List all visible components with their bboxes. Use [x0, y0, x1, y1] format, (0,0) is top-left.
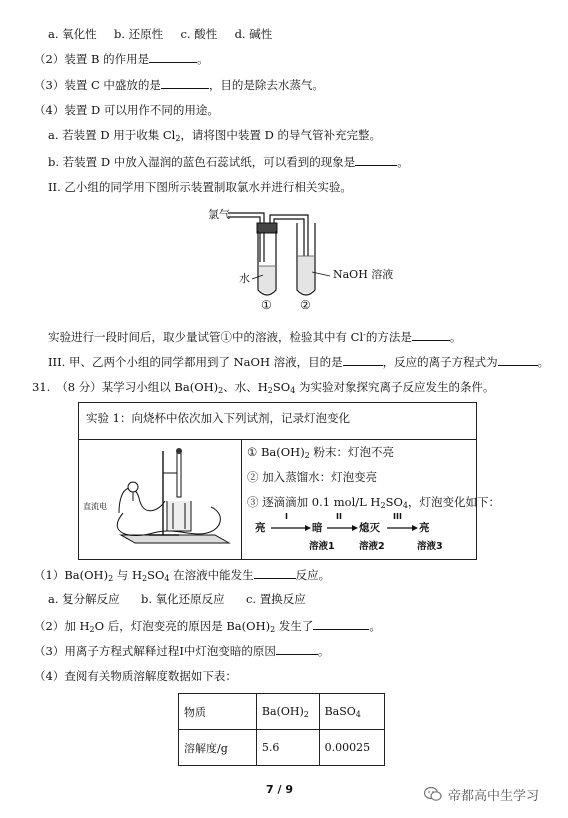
experiment-table: [78, 402, 500, 560]
option-d: d. 碱性: [234, 27, 273, 41]
answer-blank[interactable]: [313, 618, 369, 630]
arrow-right-icon: [305, 525, 311, 531]
option-c: c. 酸性: [180, 27, 218, 41]
option-b: b. 氧化还原反应: [140, 592, 225, 606]
answer-blank[interactable]: [254, 567, 296, 579]
state-bright: 亮: [255, 522, 266, 534]
state-off: 熄灭: [359, 522, 380, 534]
naoh-label: NaOH 溶液: [333, 268, 394, 281]
question-number: 31.: [32, 380, 51, 394]
question-2: （2）装置 B 的作用是 。: [34, 52, 209, 66]
inlet-tube-inner: [228, 217, 260, 262]
option-a: a. 复分解反应: [48, 592, 120, 606]
rubber-stopper: [257, 223, 277, 233]
answer-blank[interactable]: [343, 354, 383, 366]
solubility-table: [178, 693, 385, 766]
wechat-icon: [424, 786, 442, 802]
bulb-flow-diagram: [255, 512, 465, 557]
tube-2-label: ②: [300, 298, 311, 312]
question-4b: b. 若装置 D 中放入湿润的蓝色石蕊试纸，可以看到的现象是 。: [48, 155, 409, 169]
inlet-tube: [228, 213, 264, 262]
option-b: b. 还原性: [113, 27, 164, 41]
option-c: c. 置换反应: [245, 592, 306, 606]
arrow-right-icon: [352, 525, 358, 531]
q31-part-3: （3）用离子方程式解释过程I中灯泡变暗的原因 。: [34, 644, 330, 658]
chlorine-label: 氯气: [208, 208, 230, 221]
flow-arrows: [255, 521, 465, 537]
answer-blank[interactable]: [498, 354, 538, 366]
part-iii: III. 甲、乙两个小组的同学都用到了 NaOH 溶液，目的是 ，反应的离子方程式为 。: [48, 355, 550, 369]
question-3: （3）装置 C 中盛放的是 ，目的是除去水蒸气。: [34, 78, 324, 92]
state-bright-again: 亮: [419, 522, 430, 534]
dc-power-label: 直流电: [83, 502, 107, 511]
experiment-title: 实验 1：向烧杯中依次加入下列试剂，记录灯泡变化: [86, 411, 350, 425]
option-list: [48, 27, 272, 41]
naoh-liquid: [298, 256, 314, 294]
step-label-3: III: [393, 512, 402, 521]
watermark: [424, 784, 539, 804]
header-baoh2: $Ba(OH)_2$: [256, 694, 319, 730]
tube-1-label: ①: [261, 298, 272, 312]
q31-part-4: （4）查阅有关物质溶解度数据如下表：: [34, 669, 237, 683]
state-dim: 暗: [312, 522, 323, 534]
question-4: （4）装置 D 可以用作不同的用途。: [34, 103, 219, 117]
question-31-stem: 31. （8 分）某学习小组以 $Ba(OH)_2$、水、$H_2SO_4$ 为实验对象探究离子反应发生的条件。: [32, 380, 495, 395]
circuit-figure: [83, 443, 237, 555]
step-1: ① $Ba(OH)_2$ 粉末：灯泡不亮: [247, 445, 394, 460]
row-solubility-label: 溶解度/g: [179, 730, 257, 766]
beaker-icon: [167, 501, 191, 531]
part-ii: II. 乙小组的同学用下图所示装置制取氯水并进行相关实验。: [48, 180, 352, 194]
burette-icon: [177, 453, 181, 497]
water-label: 水: [239, 272, 250, 285]
solution-1: 溶液1: [309, 541, 335, 552]
answer-blank[interactable]: [412, 329, 450, 341]
step-2: ② 加入蒸馏水：灯泡变亮: [247, 470, 378, 484]
watermark-text: 帝都高中生学习: [448, 788, 540, 804]
cell-baoh2-solubility: 5.6: [256, 730, 319, 766]
question-4a: a. 若装置 D 用于收集 $Cl_2$，请将图中装置 D 的导气管补充完整。: [48, 128, 381, 143]
page-number: 7 / 9: [266, 783, 293, 796]
cell-baso4-solubility: 0.00025: [319, 730, 384, 766]
experiment-header: [79, 403, 476, 440]
step-3: ③ 逐滴滴加 0.1 mol/L $H_2SO_4$，灯泡变化如下：: [247, 495, 500, 510]
option-a: a. 氧化性: [48, 27, 97, 41]
arrow-right-icon: [412, 525, 418, 531]
water-liquid: [259, 266, 275, 294]
answer-blank[interactable]: [355, 154, 397, 166]
answer-blank[interactable]: [149, 51, 197, 63]
solution-2: 溶液2: [359, 541, 385, 552]
bulb-icon: [128, 482, 138, 492]
header-substance: 物质: [179, 694, 257, 730]
solution-3: 溶液3: [417, 541, 443, 552]
header-baso4: BaSO$_4$: [319, 694, 384, 730]
step-label-2: II: [336, 512, 342, 521]
answer-blank[interactable]: [161, 77, 209, 89]
q31-part-2: （2）加 $H_2O$ 后，灯泡变亮的原因是 $Ba(OH)_2$ 发生了 。: [34, 619, 381, 634]
step-label-1: I: [285, 512, 288, 521]
circuit-figure-cell: [79, 439, 242, 559]
answer-blank[interactable]: [276, 643, 318, 655]
q31-part-1: $(1)Ba(OH)_2$ 与 $H_2SO_4$ 在溶液中能发生 反应。: [34, 568, 331, 583]
experiment-line: 实验进行一段时间后，取少量试管①中的溶液，检验其中有 Cl-的方法是 。: [48, 330, 462, 344]
q31-part-1-options: [48, 592, 306, 606]
